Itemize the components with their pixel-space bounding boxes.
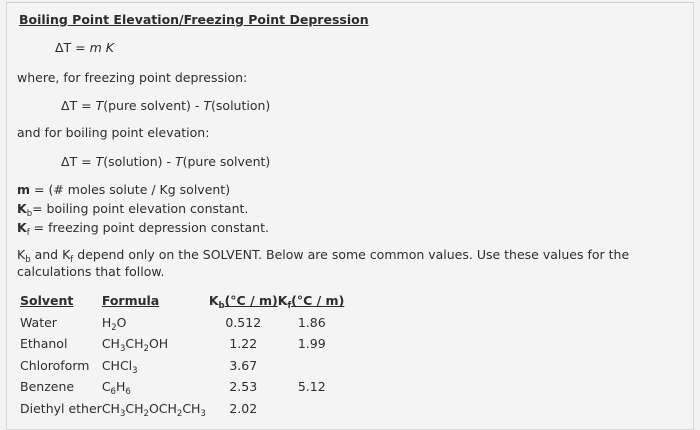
solvent-name: Chloroform <box>20 357 90 373</box>
solvent-constants-table <box>20 290 346 419</box>
solvent-formula: $C_6H_6$ <box>101 379 131 398</box>
kb-value: 2.53 <box>229 379 258 395</box>
kf-value <box>278 398 346 420</box>
table-header-row <box>20 290 346 312</box>
solvent-name: Diethyl ether <box>20 400 102 416</box>
delta-t-symbol: ΔT <box>55 40 72 55</box>
solvent-formula: $CH_3CH_2OH$ <box>101 336 169 355</box>
solvent-name: Benzene <box>20 379 75 395</box>
table-row <box>20 355 346 377</box>
page-title: Boiling Point Elevation/Freezing Point Depression <box>19 12 369 27</box>
kb-value: 2.02 <box>229 400 258 416</box>
table-row <box>20 398 346 420</box>
solvent-name: Ethanol <box>20 336 68 352</box>
header-kf: $K_f(^\circ C / m)$ <box>277 293 345 312</box>
and-text: and for boiling point elevation: <box>17 125 210 140</box>
molality-symbol: m <box>89 40 102 55</box>
document-page <box>6 2 694 430</box>
where-text: where, for freezing point depression: <box>17 70 248 85</box>
header-formula: Formula <box>101 293 160 309</box>
definition-kf: $K_f$ = freezing point depression constant. <box>17 220 269 238</box>
kf-value <box>278 355 346 377</box>
table-row <box>20 333 346 355</box>
equation-boiling: ΔT = T(solution) - T(pure solvent) <box>61 154 271 169</box>
table-row <box>20 312 346 334</box>
solvent-name: Water <box>20 314 57 330</box>
header-solvent: Solvent <box>20 293 74 309</box>
definition-kb: $K_b=$ boiling point elevation constant. <box>17 201 249 219</box>
solvent-note: $K_b$ and $K_f$ depend only on the SOLVENT. Below are some common values. Use these values for the calculations that follow. <box>17 247 630 279</box>
kb-value: 3.67 <box>229 357 258 373</box>
kb-value: 0.512 <box>225 314 262 330</box>
header-kb: $K_b(^\circ C / m)$ <box>208 293 278 312</box>
kf-value: 1.86 <box>297 314 326 330</box>
solvent-formula: CHCl$_3$ <box>101 357 138 376</box>
constant-symbol: K <box>105 40 114 55</box>
kb-value: 1.22 <box>229 336 258 352</box>
table-row <box>20 376 346 398</box>
definition-molality: m = (# moles solute / Kg solvent) <box>17 182 231 197</box>
equation-freezing: ΔT = T(pure solvent) - T(solution) <box>61 98 271 113</box>
equation-main: ΔT = m K <box>55 40 114 55</box>
kf-value: 5.12 <box>297 379 326 395</box>
solvent-formula: $CH_3CH_2OCH_2CH_3$ <box>101 400 206 419</box>
kf-value: 1.99 <box>297 336 326 352</box>
solvent-formula: $H_2O$ <box>101 314 127 333</box>
